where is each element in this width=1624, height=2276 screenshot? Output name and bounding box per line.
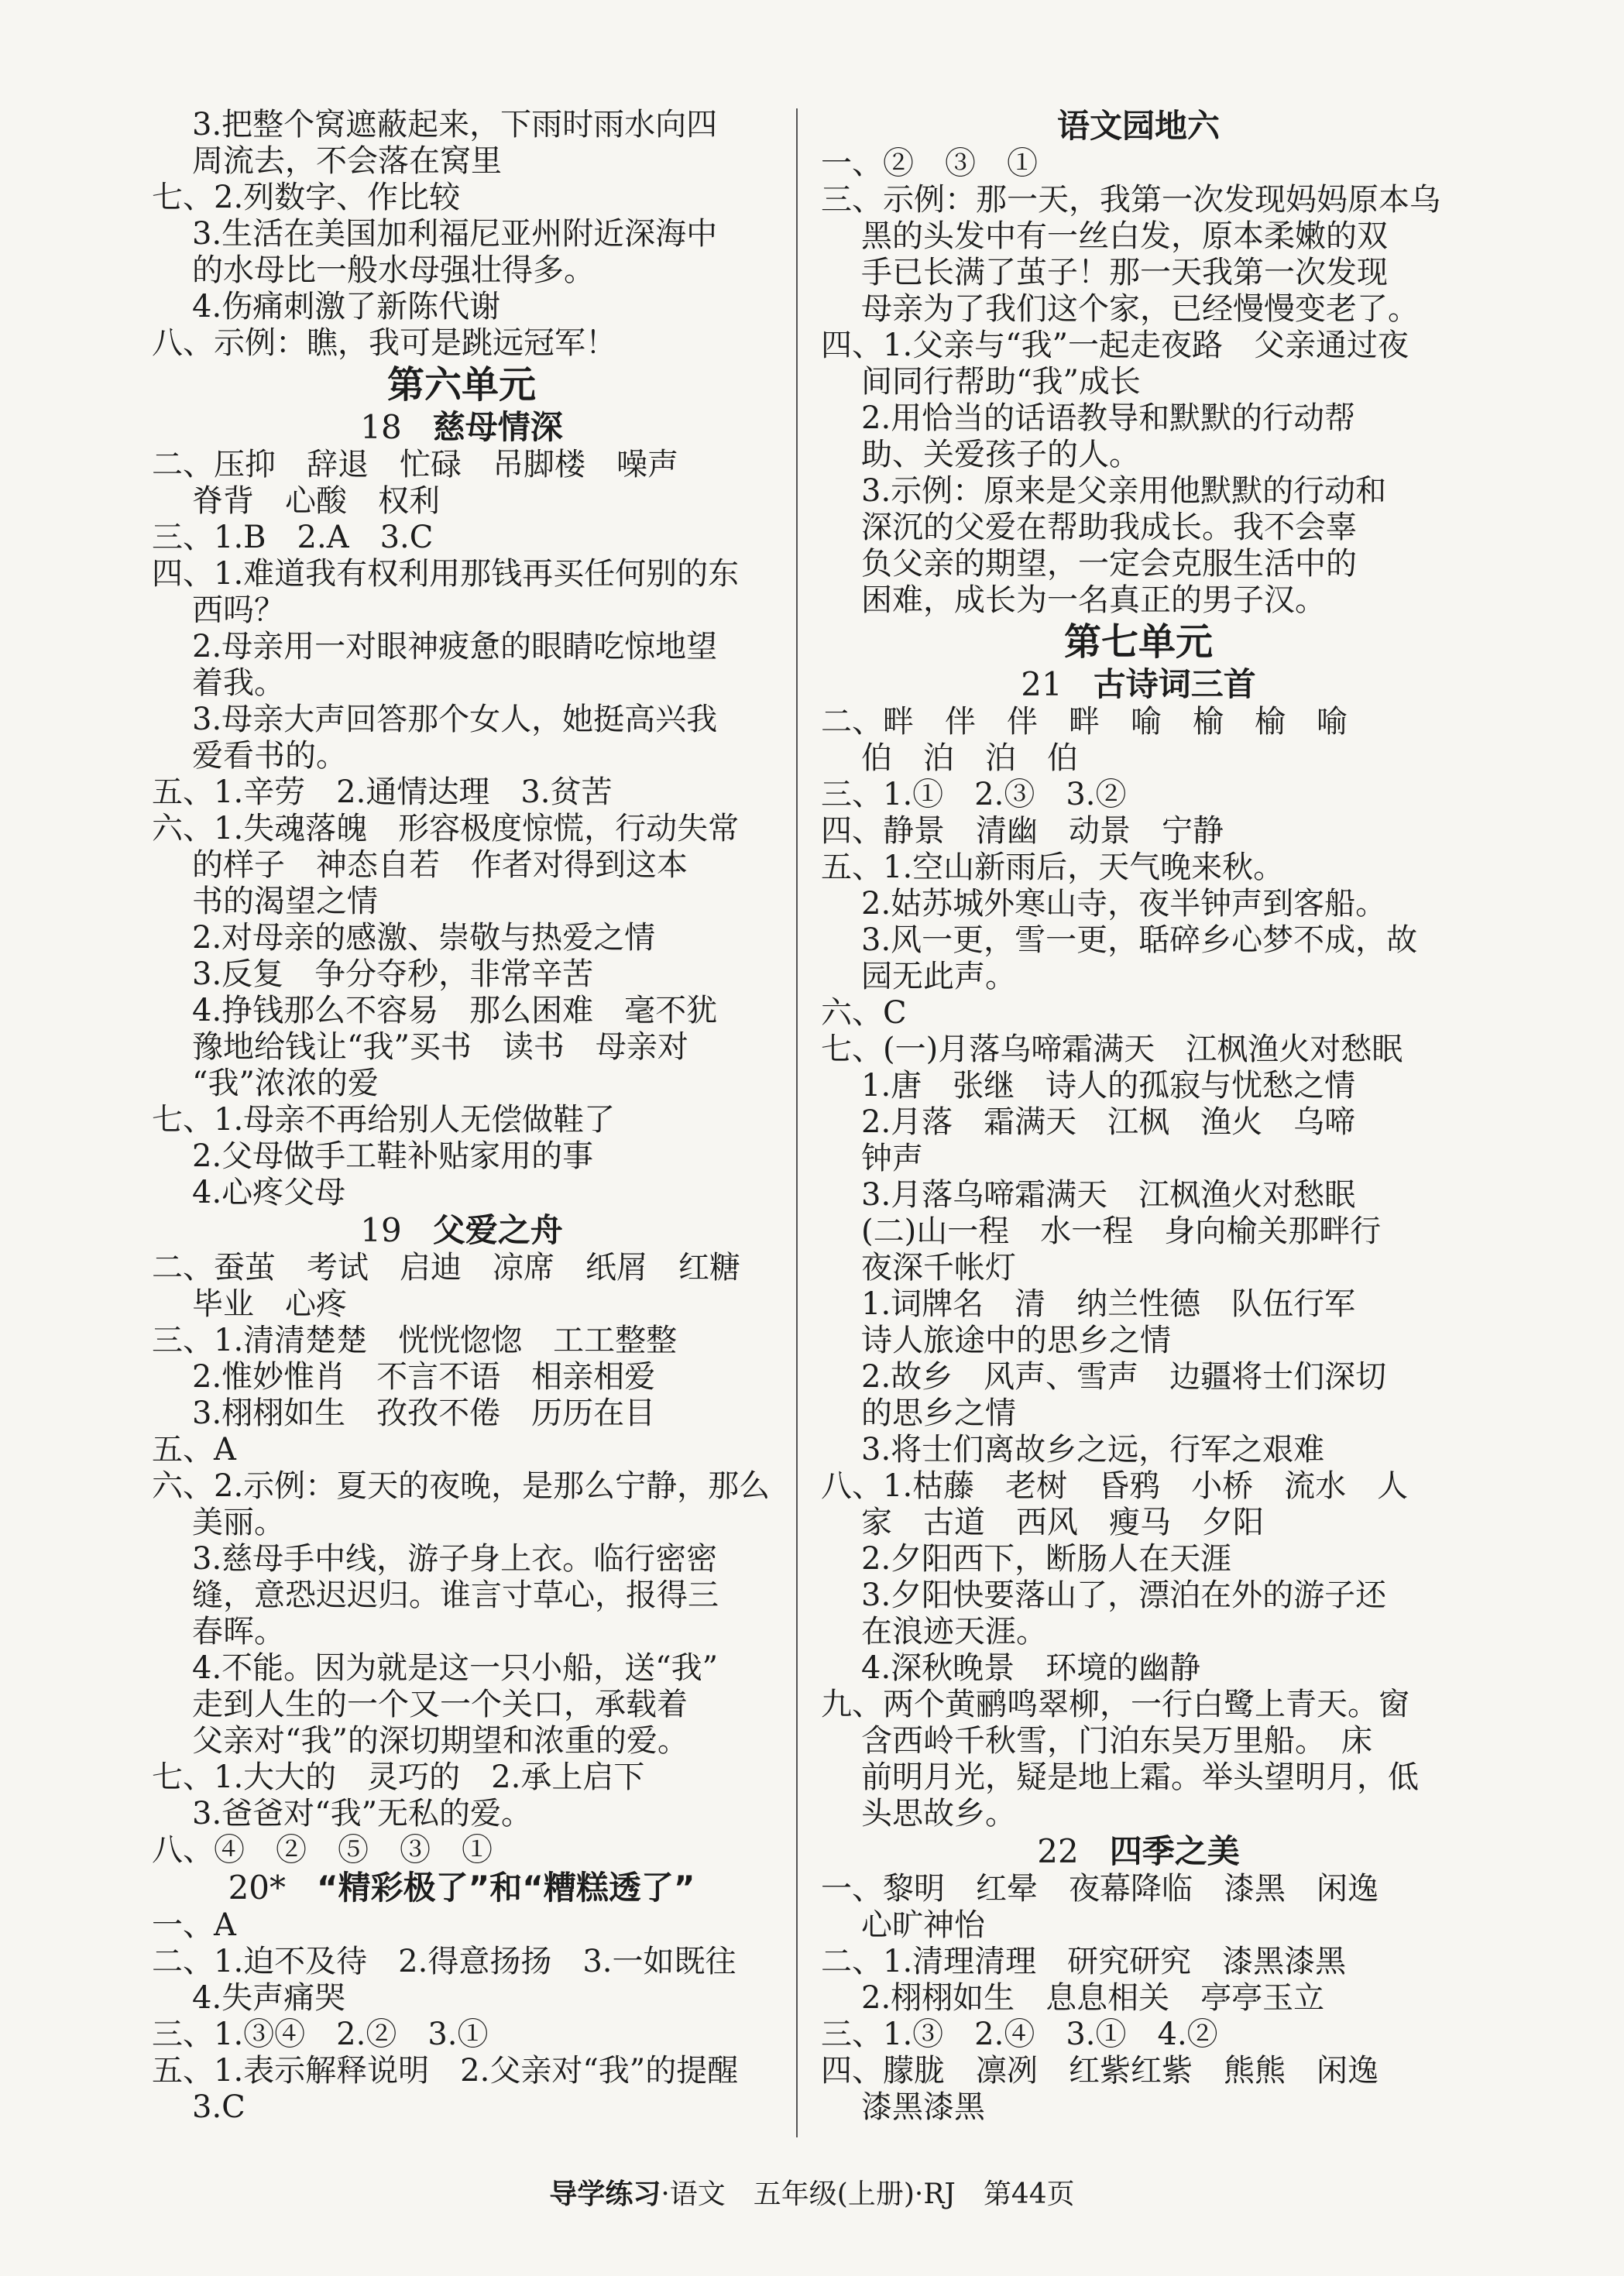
lesson-number: 18 <box>360 408 402 446</box>
answer-line: 2.月落 霜满天 江枫 渔火 乌啼 <box>861 1104 1356 1140</box>
answer-line: 一、② ③ ① <box>821 146 1038 181</box>
answer-line: 母亲为了我们这个家，已经慢慢变老了。 <box>861 291 1419 327</box>
lesson-number: 20* <box>228 1869 287 1907</box>
answer-line: 伯 泊 泊 伯 <box>861 740 1078 776</box>
answer-line: 四、1.难道我有权利用那钱再买任何别的东 <box>152 556 740 592</box>
answer-line: 助、关爱孩子的人。 <box>861 437 1140 472</box>
answer-line: 三、示例：那一天，我第一次发现妈妈原本乌 <box>821 182 1440 218</box>
answer-line: 2.惟妙惟肖 不言不语 相亲相爱 <box>192 1359 656 1395</box>
answer-line: 前明月光，疑是地上霜。举头望明月，低 <box>861 1759 1419 1795</box>
answer-line: 负父亲的期望，一定会克服生活中的 <box>861 546 1357 582</box>
answer-line: 园无此声。 <box>861 959 1016 994</box>
answer-line: 2.父母做手工鞋补贴家用的事 <box>192 1138 594 1174</box>
answer-line: 三、1.③④ 2.② 3.① <box>152 2017 489 2052</box>
answer-line: 4.伤痛刺激了新陈代谢 <box>192 289 501 324</box>
column-divider <box>796 108 798 2137</box>
answer-line: 2.对母亲的感激、崇敬与热爱之情 <box>192 920 656 956</box>
answer-line: 七、(一)月落乌啼霜满天 江枫渔火对愁眠 <box>821 1032 1403 1067</box>
answer-line: 的样子 神态自若 作者对得到这本 <box>192 847 688 883</box>
answer-line: 手已长满了茧子！那一天我第一次发现 <box>861 255 1388 290</box>
answer-line: “我”浓浓的爱 <box>192 1066 379 1101</box>
lesson-heading <box>152 408 771 447</box>
lesson-number: 19 <box>360 1211 402 1249</box>
section-title: 语文园地六 <box>1056 107 1220 145</box>
answer-line: (二)山一程 水一程 身向榆关那畔行 <box>861 1214 1382 1249</box>
answer-line: 的思乡之情 <box>861 1395 1016 1431</box>
answer-line: 二、蚕茧 考试 启迪 凉席 纸屑 红糖 <box>152 1250 740 1286</box>
lesson-heading <box>821 1832 1456 1871</box>
section-heading <box>821 107 1456 146</box>
lesson-title: 慈母情深 <box>432 408 563 446</box>
answer-line: 4.心疼父母 <box>192 1175 346 1210</box>
answer-line: 2.夕阳西下，断肠人在天涯 <box>861 1541 1232 1577</box>
answer-line: 4.不能。因为就是这一只小船，送“我” <box>192 1650 719 1686</box>
answer-line: 五、1.辛劳 2.通情达理 3.贫苦 <box>152 774 613 810</box>
answer-line: 五、1.表示解释说明 2.父亲对“我”的提醒 <box>152 2053 739 2089</box>
answer-line: 七、2.列数字、作比较 <box>152 180 461 215</box>
answer-line: 3.把整个窝遮蔽起来，下雨时雨水向四 <box>192 107 718 142</box>
answer-line: 三、1.① 2.③ 3.② <box>821 777 1127 812</box>
answer-line: 五、A <box>152 1432 236 1468</box>
lesson-title: 四季之美 <box>1109 1832 1240 1870</box>
answer-line: 2.母亲用一对眼神疲惫的眼睛吃惊地望 <box>192 629 718 664</box>
left-answer-column <box>152 107 771 2126</box>
answer-line: 三、1.清清楚楚 恍恍惚惚 工工整整 <box>152 1323 678 1358</box>
answer-line: 间同行帮助“我”成长 <box>861 364 1141 400</box>
answer-line: 缝，意恐迟迟归。谁言寸草心，报得三 <box>192 1577 719 1613</box>
answer-line: 家 古道 西风 瘦马 夕阳 <box>861 1505 1264 1540</box>
lesson-number: 21 <box>1021 665 1063 703</box>
answer-line: 3.示例：原来是父亲用他默默的行动和 <box>861 473 1387 509</box>
page-footer <box>0 2178 1624 2212</box>
answer-line: 心旷神怡 <box>861 1907 985 1943</box>
answer-line: 西吗？ <box>192 592 285 628</box>
answer-line: 3.反复 争分夺秒，非常辛苦 <box>192 956 594 992</box>
answer-line: 头思故乡。 <box>861 1796 1016 1831</box>
answer-line: 3.母亲大声回答那个女人，她挺高兴我 <box>192 702 718 737</box>
unit-heading: 第六单元 <box>386 363 536 407</box>
answer-line: 二、1.清理清理 研究研究 漆黑漆黑 <box>821 1944 1347 1979</box>
answer-line: 五、1.空山新雨后，天气晚来秋。 <box>821 850 1285 885</box>
answer-line: 爱看书的。 <box>192 738 347 774</box>
unit-heading: 第七单元 <box>1063 620 1213 664</box>
answer-line: 含西岭千秋雪，门泊东吴万里船。 床 <box>861 1723 1372 1759</box>
answer-line: 3.慈母手中线，游子身上衣。临行密密 <box>192 1541 718 1577</box>
lesson-title: “精彩极了”和“糟糕透了” <box>317 1869 695 1907</box>
answer-line: 困难，成长为一名真正的男子汉。 <box>861 582 1326 618</box>
answer-line: 美丽。 <box>192 1505 285 1540</box>
answer-line: 漆黑漆黑 <box>861 2089 985 2125</box>
answer-line: 二、压抑 辞退 忙碌 吊脚楼 噪声 <box>152 447 678 482</box>
answer-line: 八、示例：瞧，我可是跳远冠军！ <box>152 325 616 361</box>
answer-line: 二、1.迫不及待 2.得意扬扬 3.一如既往 <box>152 1944 736 1979</box>
lesson-title: 古诗词三首 <box>1093 665 1256 703</box>
lesson-number: 22 <box>1037 1832 1079 1870</box>
answer-line: 三、1.③ 2.④ 3.① 4.② <box>821 2017 1218 2052</box>
answer-line: 3.将士们离故乡之远，行军之艰难 <box>861 1432 1325 1468</box>
answer-line: 1.词牌名 清 纳兰性德 队伍行军 <box>861 1286 1356 1322</box>
answer-line: 2.姑苏城外寒山寺，夜半钟声到客船。 <box>861 886 1387 922</box>
lesson-heading <box>821 665 1456 704</box>
answer-line: 一、A <box>152 1907 236 1943</box>
answer-line: 深沉的父爱在帮助我成长。我不会辜 <box>861 510 1357 545</box>
answer-line: 着我。 <box>192 665 285 701</box>
answer-line: 2.故乡 风声、雪声 边疆将士们深切 <box>861 1359 1387 1395</box>
answer-line: 三、1.B 2.A 3.C <box>152 520 434 555</box>
footer-brand: 导学练习 <box>549 2178 661 2210</box>
answer-line: 七、1.大大的 灵巧的 2.承上启下 <box>152 1759 645 1795</box>
footer-info: ·语文 五年级(上册)·RJ 第44页 <box>661 2178 1075 2210</box>
lesson-heading <box>152 1869 771 1907</box>
answer-line: 周流去，不会落在窝里 <box>192 143 502 179</box>
answer-line: 书的渴望之情 <box>192 884 378 919</box>
answer-line: 一、黎明 红晕 夜幕降临 漆黑 闲逸 <box>821 1871 1379 1907</box>
answer-line: 2.用恰当的话语教导和默默的行动帮 <box>861 400 1356 436</box>
answer-line: 毕业 心疼 <box>192 1286 347 1322</box>
answer-line: 父亲对“我”的深切期望和浓重的爱。 <box>192 1723 688 1759</box>
answer-line: 3.爸爸对“我”无私的爱。 <box>192 1796 533 1831</box>
answer-line: 走到人生的一个又一个关口，承载着 <box>192 1687 688 1722</box>
answer-line: 八、④ ② ⑤ ③ ① <box>152 1832 493 1868</box>
answer-line: 3.栩栩如生 孜孜不倦 历历在目 <box>192 1395 656 1431</box>
answer-line: 3.夕阳快要落山了，漂泊在外的游子还 <box>861 1577 1387 1613</box>
answer-line: 钟声 <box>861 1141 923 1176</box>
answer-line: 九、两个黄鹂鸣翠柳，一行白鹭上青天。窗 <box>821 1687 1409 1722</box>
answer-line: 3.C <box>192 2089 245 2125</box>
answer-line: 1.唐 张继 诗人的孤寂与忧愁之情 <box>861 1068 1356 1104</box>
answer-line: 脊背 心酸 权利 <box>192 483 440 519</box>
answer-line: 四、朦胧 凛冽 红紫红紫 熊熊 闲逸 <box>821 2053 1379 2089</box>
answer-line: 四、静景 清幽 动景 宁静 <box>821 813 1224 849</box>
answer-line: 4.深秋晚景 环境的幽静 <box>861 1650 1201 1686</box>
lesson-title: 父爱之舟 <box>432 1211 563 1249</box>
answer-line: 4.失声痛哭 <box>192 1980 346 2016</box>
answer-line: 六、1.失魂落魄 形容极度惊慌，行动失常 <box>152 811 740 846</box>
answer-line: 八、1.枯藤 老树 昏鸦 小桥 流水 人 <box>821 1468 1409 1504</box>
answer-line: 4.挣钱那么不容易 那么困难 毫不犹 <box>192 993 718 1028</box>
answer-line: 豫地给钱让“我”买书 读书 母亲对 <box>192 1029 688 1065</box>
right-answer-column <box>821 107 1456 2126</box>
answer-line: 夜深千帐灯 <box>861 1250 1016 1286</box>
answer-line: 四、1.父亲与“我”一起走夜路 父亲通过夜 <box>821 328 1409 363</box>
answer-line: 的水母比一般水母强壮得多。 <box>192 252 595 288</box>
answer-line: 3.月落乌啼霜满天 江枫渔火对愁眠 <box>861 1177 1356 1213</box>
lesson-heading <box>152 1211 771 1250</box>
answer-line: 3.风一更，雪一更，聒碎乡心梦不成，故 <box>861 922 1418 958</box>
answer-line: 春晖。 <box>192 1614 285 1649</box>
answer-line: 3.生活在美国加利福尼亚州附近深海中 <box>192 216 718 252</box>
answer-line: 在浪迹天涯。 <box>861 1614 1047 1649</box>
answer-line: 2.栩栩如生 息息相关 亭亭玉立 <box>861 1980 1325 2016</box>
answer-line: 二、畔 伴 伴 畔 喻 榆 榆 喻 <box>821 704 1348 740</box>
answer-line: 六、C <box>821 995 907 1031</box>
answer-line: 七、1.母亲不再给别人无偿做鞋了 <box>152 1102 616 1138</box>
answer-line: 六、2.示例：夏天的夜晚，是那么宁静，那么 <box>152 1468 771 1504</box>
answer-line: 诗人旅途中的思乡之情 <box>861 1323 1171 1358</box>
answer-line: 黑的头发中有一丝白发，原本柔嫩的双 <box>861 218 1388 254</box>
